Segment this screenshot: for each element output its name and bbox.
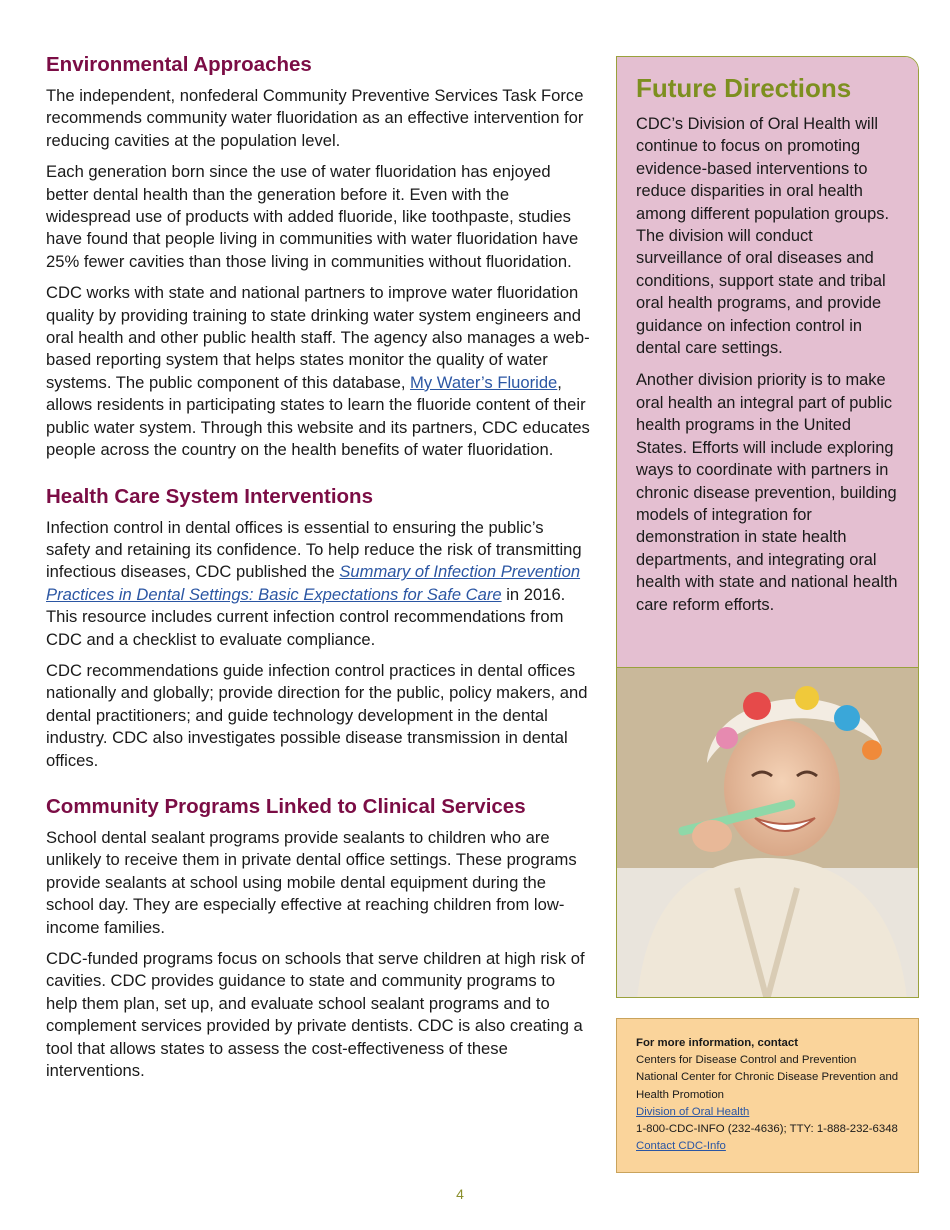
section-heading: Environmental Approaches [46,53,312,76]
future-directions-sidebar [616,56,919,998]
paragraph: Each generation born since the use of water fluoridation has enjoyed better dental health than the generation before it. Even with the widespread use of products with added fluoride, like toothpaste, studies have found that people living in communities with water fluoridation have 25% fewer cavities than those living in communities without fluoridation. [46,162,579,271]
paragraph: CDC’s Division of Oral Health will continue to focus on promoting evidence-based interventions to reduce disparities in oral health among different population groups. The division will conduct surveillance of oral diseases and conditions, support state and tribal oral health programs, and provide guidance on infection control in dental care settings. [636,115,890,358]
future-directions-box [617,57,918,667]
contact-info-box [616,1018,919,1173]
photo-illustration [617,668,918,998]
section-heading: Community Programs Linked to Clinical Services [46,794,526,818]
page-number: 4 [456,1186,464,1202]
contact-cdc-info-link[interactable]: Contact CDC-Info [636,1140,726,1153]
paragraph: School dental sealant programs provide sealants to children who are unlikely to receive them in private dental office settings. These programs provide sealants at school using mobile dental equipment during the school day. They are especially effective at reaching children from low-income families. [46,827,577,937]
text: Infection control in dental offices is essential to ensuring the public’s safety and retaining its confidence. To help reduce the risk of transmitting infectious diseases, CDC published the [46,517,582,582]
paragraph: The independent, nonfederal Community Preventive Services Task Force recommends community water fluoridation as an effective intervention for reducing cavities at the population level. [46,86,584,150]
child-brushing-teeth-photo [617,667,918,998]
contact-line: National Center for Chronic Disease Prevention and Health Promotion [636,1071,899,1101]
text: CDC works with state and national partners to improve water fluoridation quality by providing training to state drinking water system engineers and oral health and other public health staff. The agency also manages a web-based reporting system that helps states monitor the quality of water systems. The public component of this database, [46,283,590,392]
division-of-oral-health-link[interactable]: Division of Oral Health [636,1105,750,1118]
contact-phone: 1-800-CDC-INFO (232-4636); TTY: 1-888-232-6348 [636,1123,898,1136]
paragraph: Another division priority is to make oral health an integral part of public health programs in the United States. Efforts will include exploring ways to coordinate with partners in chronic disease prevention, building models of integration for demonstration in state health departments, and integrating oral health with state and national health care reform efforts. [636,371,898,614]
paragraph [46,517,591,651]
health-care-section [46,484,591,772]
infection-prevention-summary-link[interactable]: Summary of Infection Prevention Practices in Dental Settings: Basic Expectations for Safe Care [46,562,581,604]
paragraph [46,282,591,461]
contact-heading: For more information, contact [636,1037,799,1049]
contact-line: Centers for Disease Control and Prevention [636,1054,857,1067]
section-heading: Health Care System Interventions [46,484,373,508]
paragraph: CDC recommendations guide infection control practices in dental offices nationally and globally; provide direction for the public, policy makers, and dental practitioners; and guide technology development in the dental industry. CDC also investigates possible disease transmission in dental offices. [46,660,588,770]
main-column [46,52,591,1104]
text: in 2016. This resource includes current infection control recommendations from CDC and a checklist to evaluate compliance. [46,584,566,649]
sidebar-heading: Future Directions [636,73,852,103]
my-waters-fluoride-link[interactable]: My Water’s Fluoride [410,372,558,392]
community-programs-section [46,794,591,1082]
paragraph: CDC-funded programs focus on schools that serve children at high risk of cavities. CDC provides guidance to state and community programs to help them plan, set up, and evaluate school sealant programs and to complement services provided by private dentists. CDC is also creating a tool that allows states to assess the cost-effectiveness of these interventions. [46,949,585,1081]
environmental-approaches-section [46,52,591,462]
text: , allows residents in participating states to learn the fluoride content of their public water system. Through this website and its partners, CDC educates people across the country on the health benefits of water fluoridation. [46,372,590,460]
